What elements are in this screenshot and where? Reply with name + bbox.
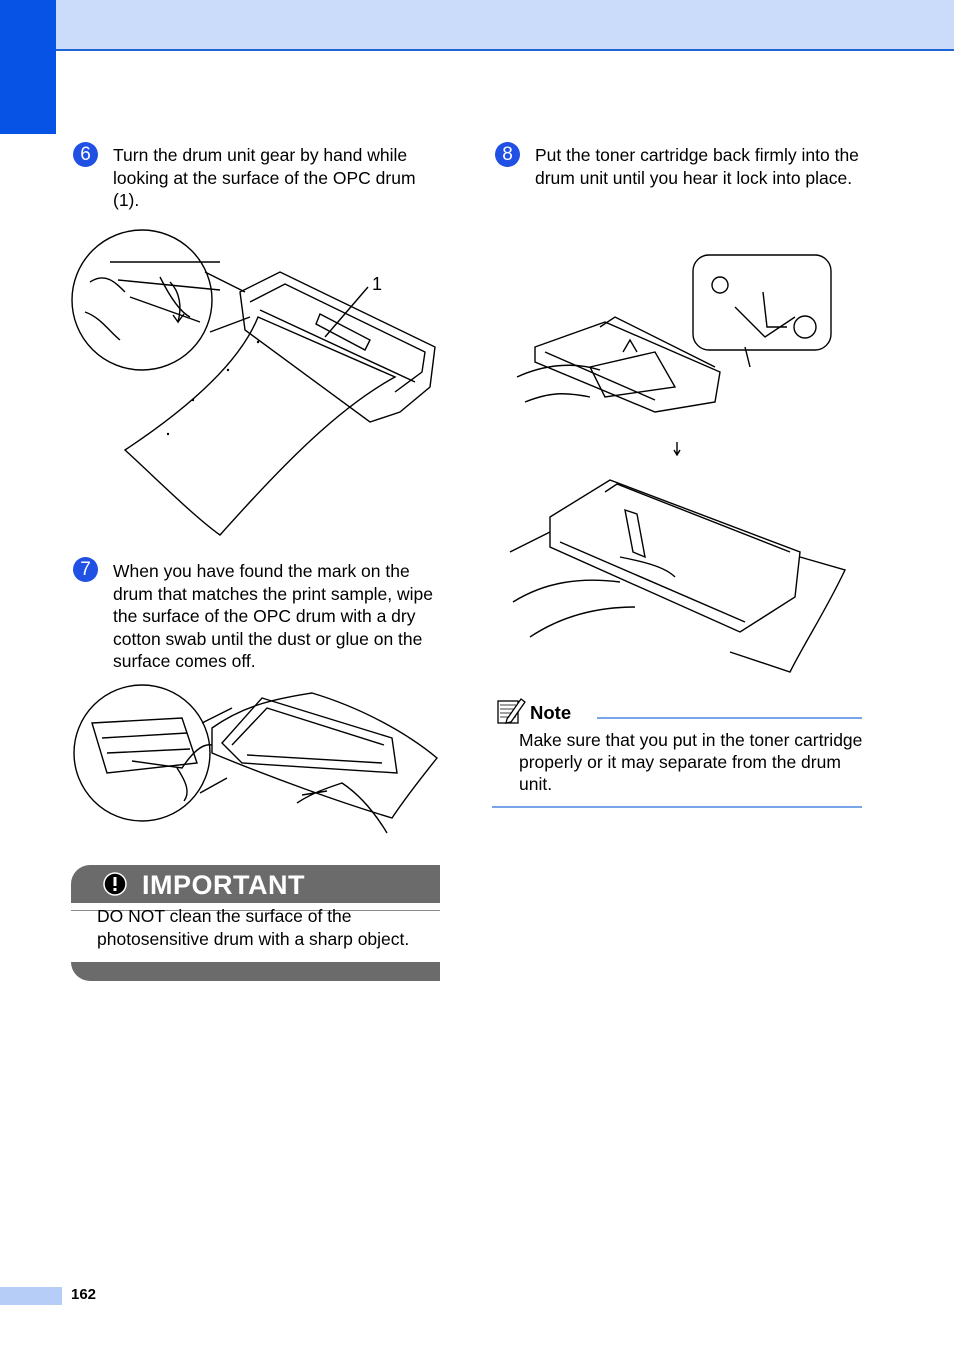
important-title: IMPORTANT	[142, 870, 305, 900]
important-footer	[71, 962, 440, 981]
step-7-text: When you have found the mark on the drum that matches the print sample, wipe the surface of the OPC drum with a dry cotton swab until the dust or glue on the surface comes off.	[113, 561, 434, 671]
note-bottom-rule	[492, 806, 862, 808]
step-7-badge: 7	[73, 557, 98, 582]
important-header	[71, 865, 440, 903]
page-number: 162	[71, 1286, 97, 1303]
note-text: Make sure that you put in the toner cartridge properly or it may separate from the drum unit.	[519, 730, 863, 794]
chapter-tab	[0, 0, 56, 134]
step-8-badge: 8	[495, 142, 520, 167]
note-pencil-icon	[496, 697, 526, 725]
step-6-text: Turn the drum unit gear by hand while looking at the surface of the OPC drum (1).	[113, 145, 416, 210]
note-title: Note	[530, 702, 572, 723]
exclamation-icon	[101, 870, 129, 898]
step-6-badge: 6	[73, 142, 98, 167]
step-8-text: Put the toner cartridge back firmly into the drum unit until you hear it lock into place.	[535, 145, 859, 188]
note-top-rule	[597, 717, 862, 719]
important-text: DO NOT clean the surface of the photosensitive drum with a sharp object.	[97, 906, 410, 949]
cotton-swab-illustration	[72, 683, 442, 853]
header-band	[0, 0, 954, 51]
drum-gear-illustration	[70, 222, 442, 540]
drum-callout-label: 1	[372, 274, 383, 294]
toner-insert-illustration	[505, 252, 850, 680]
page-number-tab	[0, 1287, 62, 1305]
